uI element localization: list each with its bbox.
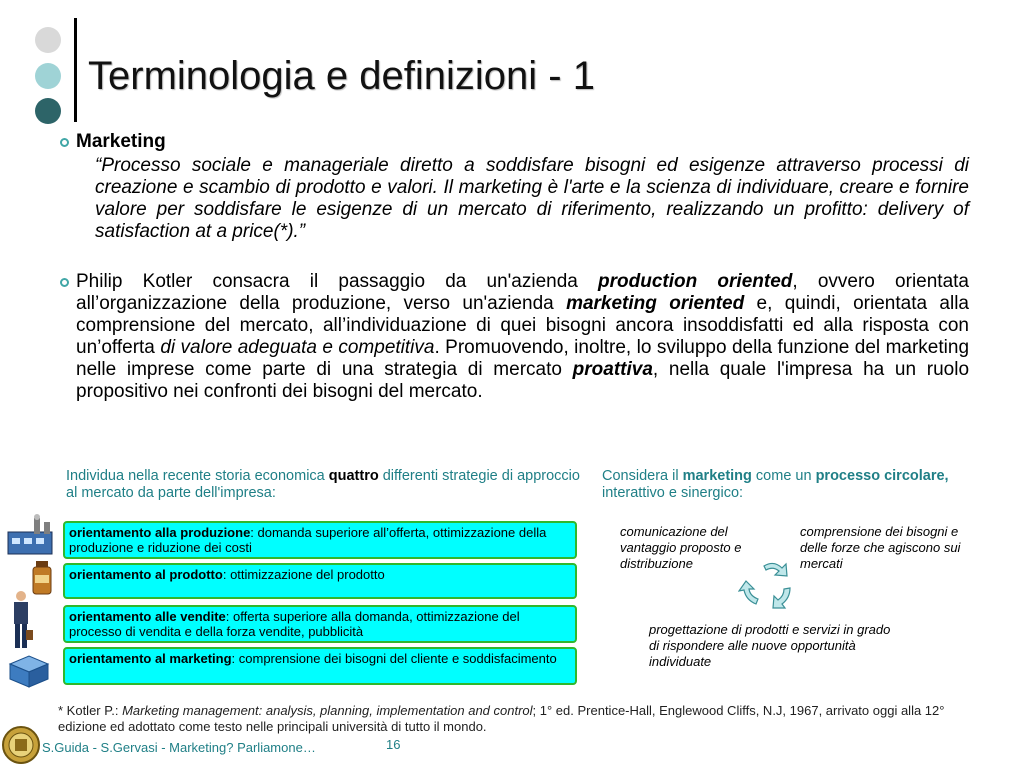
university-seal-icon: [2, 725, 40, 765]
factory-icon: [4, 514, 56, 558]
left-intro: Individua nella recente storia economica quattro differenti strategie di approccio al mercato da parte dell'impresa:: [66, 468, 580, 501]
decor-dot-2: [35, 63, 61, 89]
salesman-icon: [8, 590, 34, 652]
footnote: * Kotler P.: Marketing management: analysis, planning, implementation and control; 1° ed. Prentice-Hall, Englewood Cliffs, N.J, 1967, arrivato oggi alla 12° edizione ed adottato come testo nelle principali università di tutto il mondo.: [58, 703, 945, 734]
page-number: 16: [386, 737, 401, 752]
marketing-heading: Marketing: [76, 131, 166, 152]
product-jar-icon: [32, 561, 52, 595]
box-icon: [6, 650, 52, 688]
cycle-label-understanding: comprensione dei bisogni e delle forze che agiscono sui mercati: [800, 524, 961, 571]
strategy-box-product: orientamento al prodotto: ottimizzazione del prodotto: [63, 563, 577, 599]
title-divider: [74, 18, 77, 122]
cycle-label-communication: comunicazione del vantaggio proposto e distribuzione: [620, 524, 742, 571]
bullet-icon: [60, 138, 69, 147]
strategy-box-marketing: orientamento al marketing: comprensione dei bisogni del cliente e soddisfacimento: [63, 647, 577, 685]
cycle-label-design: progettazione di prodotti e servizi in grado di rispondere alle nuove opportunità individuate: [649, 622, 891, 669]
marketing-definition: “Processo sociale e manageriale diretto a soddisfare bisogni ed esigenze attraverso processi di creazione e scambio di prodotto e valori. Il marketing è l'arte e la scienza di individuare, creare e fornire valore per soddisfare le esigenze di un mercato di riferimento, realizzando un profitto: delivery of satisfaction at a price(*).”: [95, 155, 969, 242]
bullet-icon: [60, 278, 69, 287]
footer-text: S.Guida - S.Gervasi - Marketing? Parliamone…: [42, 740, 316, 755]
strategy-box-production: orientamento alla produzione: domanda superiore all’offerta, ottimizzazione della produzione e riduzione dei costi: [63, 521, 577, 559]
strategy-box-sales: orientamento alle vendite: offerta superiore alla domanda, ottimizzazione del processo di vendita e della forza vendite, pubblicità: [63, 605, 577, 643]
kotler-paragraph: Philip Kotler consacra il passaggio da un'azienda production oriented, ovvero orientata all’organizzazione della produzione, verso un'azienda marketing oriented e, quindi, orientata alla comprensione del mercato, all’individuazione di quei bisogni ancora insoddisfatti ed alla risposta con un’offerta di valore adeguata e competitiva. Promuovendo, inoltre, lo sviluppo della funzione del marketing nelle imprese come parte di una strategia di mercato proattiva, nella quale l'impresa ha un ruolo propositivo nei confronti dei bisogni del mercato.: [76, 271, 970, 402]
decor-dot-1: [35, 27, 61, 53]
right-intro: Considera il marketing come un processo circolare, interattivo e sinergico:: [602, 468, 949, 501]
decor-dot-3: [35, 98, 61, 124]
page-title: Terminologia e definizioni - 1: [88, 54, 595, 98]
cycle-arrows-icon: [738, 556, 800, 612]
